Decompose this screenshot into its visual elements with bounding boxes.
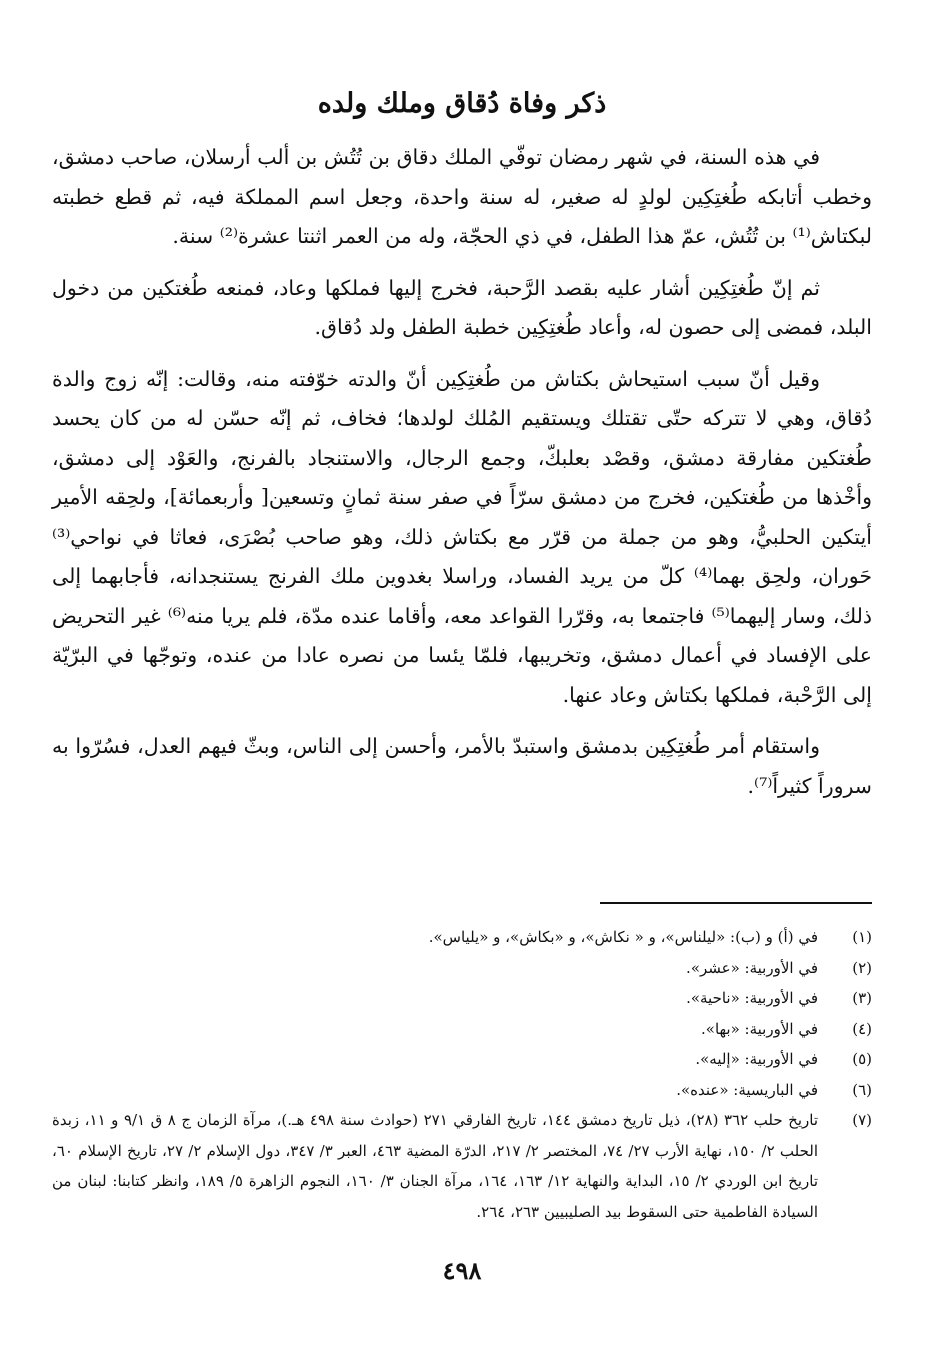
footnote-item bbox=[52, 1044, 872, 1075]
paragraph: واستقام أمر طُغتِكِين بدمشق واستبدّ بالأمر، وأحسن إلى الناس، وبثّ فيهم العدل، فسُرّوا به سروراً كثيراً⁽⁷⁾. bbox=[52, 734, 872, 798]
footnote-number: (٤) bbox=[852, 1019, 872, 1038]
footnote-number: (٦) bbox=[852, 1080, 872, 1099]
footnote-text: في الأوربية: «عشر». bbox=[686, 958, 818, 977]
chapter-title: ذكر وفاة دُقاق وملك ولده bbox=[317, 88, 607, 119]
footnote-item bbox=[52, 1014, 872, 1045]
footnote-item bbox=[52, 1105, 872, 1227]
page-number: ٤٩٨ bbox=[442, 1256, 482, 1285]
footnote-text: تاريخ حلب ٣٦٢ (٢٨)، ذيل تاريخ دمشق ١٤٤، تاريخ الفارقي ٢٧١ (حوادث سنة ٤٩٨ هـ.)، مرآة الزمان ج ٨ ق ٩/١ و ١١، زبدة الحلب ٢/ ١٥٠، نهاية الأرب ٢٧/ ٧٤، المختصر ٢/ ٢١٧، الدرّة المضية ٤٦٣، العبر ٣/ ٣٤٧، دول الإسلام ٢/ ٢٧، تاريخ الإسلام ٦٠، تاريخ ابن الوردي ٢/ ١٥، البداية والنهاية ١٢/ ١٦٣، ١٦٤، مرآة الجنان ٣/ ١٦٠، النجوم الزاهرة ٥/ ١٨٩، وانظر كتابنا: لبنان من السيادة الفاطمية حتى السقوط بيد الصليبيين ٢٦٣، ٢٦٤. bbox=[52, 1111, 819, 1221]
footnote-number: (١) bbox=[852, 928, 872, 946]
footnote-item bbox=[52, 953, 872, 984]
main-text bbox=[52, 138, 872, 806]
footnote-number: (٢) bbox=[852, 958, 872, 977]
paragraph: في هذه السنة، في شهر رمضان توفّي الملك دقاق بن تُتُش بن ألب أرسلان، صاحب دمشق، وخطب أتابكه طُغتِكِين لولدٍ له صغير، له سنة واحدة، وجعل اسم المملكة فيه، ثم قطع خطبته لبكتاش⁽¹⁾ بن تُتُش، عمّ هذا الطفل، في ذي الحجّة، وله من العمر اثنتا عشرة⁽²⁾ سنة. bbox=[52, 145, 872, 248]
footnote-item bbox=[52, 922, 872, 953]
footnote-text: في الأوربية: «إليه». bbox=[695, 1050, 818, 1068]
footnote-number: (٥) bbox=[852, 1050, 872, 1068]
footnote-number: (٣) bbox=[852, 989, 872, 1007]
paragraph: وقيل أنّ سبب استيحاش بكتاش من طُغتِكِين أنّ والدته خوّفته منه، وقالت: إنّه زوج والدة دُقاق، وهي لا تتركه حتّى تقتلك ويستقيم المُلك لولدها؛ فخاف، ثم إنّه حسّن له من كان يحسد طُغتكين مفارقة دمشق، وقصْد بعلبكّ، وجمع الرجال، والاستنجاد بالفرنج، والعَوْد إلى دمشق، وأخْذها من طُغتكين، فخرج من دمشق سرّاً في صفر سنة ثمانٍ وتسعين[ وأربعمائة]، ولحِقه الأمير أيتكين الحلبيُّ، وهو من جملة من قرّر مع بكتاش ذلك، وهو صاحب بُصْرَى، فعاثا في نواحي⁽³⁾ حَوران، ولحِق بهما⁽⁴⁾ كلّ من يريد الفساد، وراسلا بغدوين ملك الفرنج يستنجدانه، فأجابهما إلى ذلك، وسار إليهما⁽⁵⁾ فاجتمعا به، وقرّرا القواعد معه، وأقاما عنده مدّة، فلم يريا منه⁽⁶⁾ غير التحريض على الإفساد في أعمال دمشق، وتخريبها، فلمّا يئسا من نصره عادا من عنده، وتوجّها في البرّيّة إلى الرَّحْبة، فملكها بكتاش وعاد عنها. bbox=[52, 366, 873, 707]
footnote-text: في الأوربية: «بها». bbox=[701, 1019, 818, 1038]
footnote-number: (٧) bbox=[852, 1111, 872, 1129]
footnotes bbox=[52, 922, 872, 1227]
footnote-text: في الباريسية: «عنده». bbox=[676, 1080, 818, 1099]
footnote-item bbox=[52, 983, 872, 1014]
footnote-item bbox=[52, 1075, 872, 1106]
footnote-text: في (أ) و (ب): «ليلناس»، و « نكاش»، و «بكاش»، و «يلياس». bbox=[428, 928, 818, 946]
footnote-text: في الأوربية: «ناحية». bbox=[686, 989, 818, 1007]
paragraph: ثم إنّ طُغتِكِين أشار عليه بقصد الرَّحبة، فخرج إليها فملكها وعاد، فمنعه طُغتكين من دخول البلد، فمضى إلى حصون له، وأعاد طُغتِكِين خطبة الطفل ولد دُقاق. bbox=[52, 275, 872, 339]
book-page bbox=[52, 84, 872, 1354]
footnote-divider bbox=[600, 902, 872, 904]
